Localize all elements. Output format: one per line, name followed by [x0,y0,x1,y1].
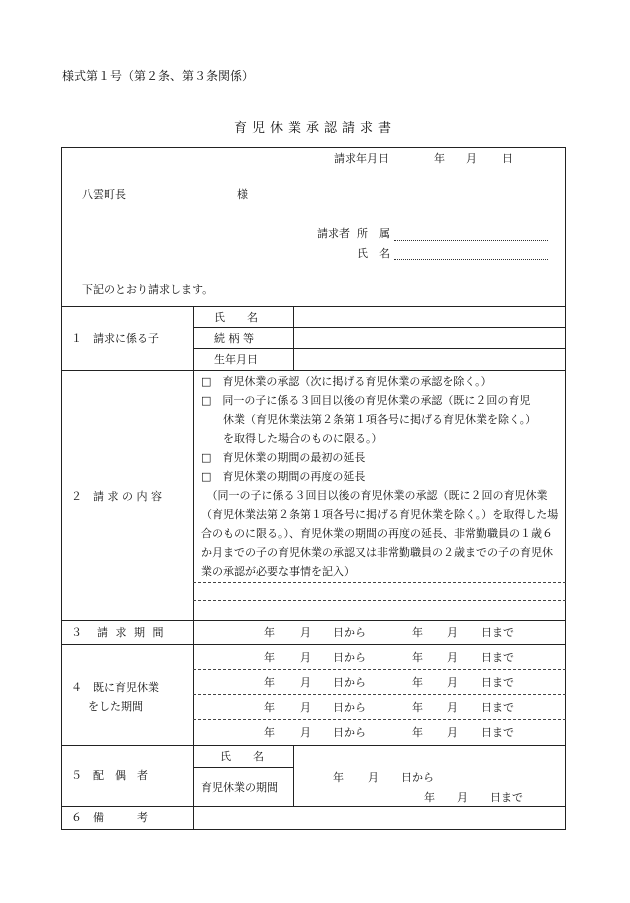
period-year: 年 [424,791,435,804]
instruction-text-line: （同一の子に係る３回目以後の育児休業の承認（既に２回の育児休業 [201,489,548,502]
period-from: 日から [333,701,366,714]
previous-leave-label: ４ 既に育児休業 [71,681,159,694]
period-month: 月 [447,676,458,689]
period-month: 月 [447,726,458,739]
option-first-extension[interactable]: □ 育児休業の期間の最初の延長 [201,451,366,464]
period-month: 月 [447,626,458,639]
row-divider [193,694,566,695]
period-from: 日から [333,651,366,664]
name-label: 氏 名 [357,247,390,260]
label-column-divider [193,306,194,830]
request-date-label: 請求年月日 [334,152,389,165]
period-from: 日から [333,676,366,689]
write-in-line[interactable] [193,600,566,601]
request-date-day: 日 [502,152,513,165]
period-until: 日まで [481,701,514,714]
period-from: 日から [333,626,366,639]
option-second-extension[interactable]: □ 育児休業の期間の再度の延長 [201,470,366,483]
period-month: 月 [447,651,458,664]
period-until: 日まで [481,626,514,639]
name-field[interactable] [394,259,548,260]
affiliation-field[interactable] [394,240,548,241]
child-name-field[interactable] [294,307,565,327]
remarks-field[interactable] [194,807,565,829]
child-section-label: １ 請求に係る子 [71,332,159,345]
period-year: 年 [333,771,344,784]
period-from: 日から [333,726,366,739]
form-number-label: 様式第１号（第２条、第３条関係） [62,69,255,83]
child-birthdate-field[interactable] [294,349,565,369]
honorific: 様 [237,188,248,201]
child-relation-label: 続 柄 等 [214,332,254,345]
spouse-period-label: 育児休業の期間 [201,781,278,794]
period-month: 月 [368,771,379,784]
period-from: 日から [401,771,434,784]
period-until: 日まで [481,651,514,664]
period-month: 月 [457,791,468,804]
row-divider [193,719,566,720]
period-until: 日まで [490,791,523,804]
instruction-text-line: 業の承認が必要な事情を記入） [201,565,355,578]
period-until: 日まで [481,676,514,689]
option-text-line: を取得した場合のものに限る。） [201,432,383,445]
period-year: 年 [412,651,423,664]
spouse-section-label: ５ 配 偶 者 [71,769,148,782]
request-date-year: 年 [434,152,445,165]
previous-leave-label: をした期間 [88,700,143,713]
period-month: 月 [300,726,311,739]
period-month: 月 [300,701,311,714]
period-year: 年 [264,701,275,714]
requester-label: 請求者 [317,227,350,240]
divider [61,370,566,371]
divider [61,644,566,645]
period-year: 年 [412,726,423,739]
option-text-line: 休業（育児休業法第２条第１項各号に掲げる育児休業を除く。） [201,413,537,426]
spouse-name-label: 氏 名 [220,750,264,763]
option-third-approval[interactable]: □ 同一の子に係る３回目以後の育児休業の承認（既に２回の育児 [201,394,531,407]
row-divider [193,669,566,670]
option-approval[interactable]: □ 育児休業の承認（次に掲げる育児休業の承認を除く。） [201,375,492,388]
period-month: 月 [300,651,311,664]
period-year: 年 [264,726,275,739]
write-in-line[interactable] [193,582,566,583]
period-year: 年 [264,676,275,689]
affiliation-label: 所 属 [357,227,390,240]
request-date-month: 月 [466,152,477,165]
intro-text: 下記のとおり請求します。 [82,283,214,296]
row-divider [193,767,293,768]
child-name-label: 氏 名 [214,311,258,324]
content-section-label: ２ 請 求 の 内 容 [71,490,162,503]
spouse-name-field[interactable] [294,746,565,766]
period-year: 年 [264,626,275,639]
request-period-label: ３ 請 求 期 間 [71,626,166,639]
instruction-text-line: （育児休業法第２条第１項各号に掲げる育児休業を除く。）を取得した場 [201,508,559,521]
instruction-text-line: 合のものに限る。）、育児休業の期間の再度の延長、非常勤職員の１歳６ [201,527,553,540]
period-month: 月 [300,676,311,689]
period-year: 年 [264,651,275,664]
instruction-text-line: か月までの子の育児休業の承認又は非常勤職員の２歳までの子の育児休 [201,546,553,559]
divider [61,620,566,621]
period-year: 年 [412,676,423,689]
remarks-label: ６ 備 考 [71,811,148,824]
period-year: 年 [412,701,423,714]
addressee: 八雲町長 [82,188,126,201]
document-title: 育児休業承認請求書 [233,121,396,136]
child-relation-field[interactable] [294,328,565,348]
child-birthdate-label: 生年月日 [214,353,258,366]
period-year: 年 [412,626,423,639]
period-until: 日まで [481,726,514,739]
period-month: 月 [447,701,458,714]
period-month: 月 [300,626,311,639]
